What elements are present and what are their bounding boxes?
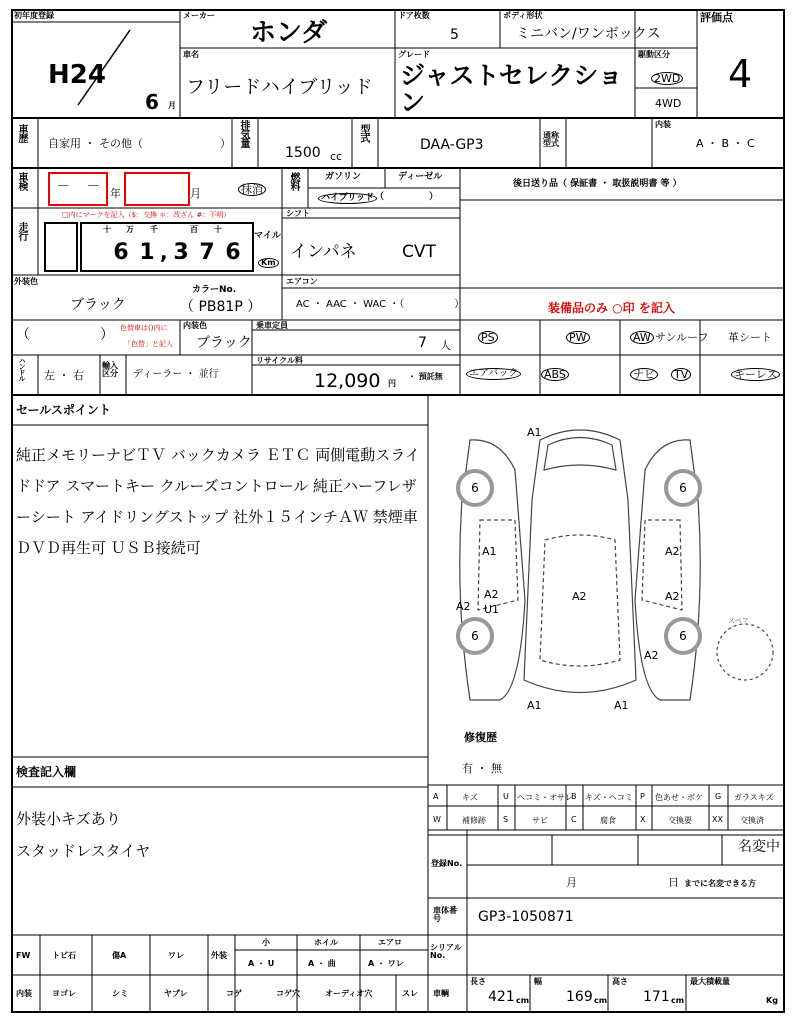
capacity-unit: 人	[440, 339, 451, 352]
odo-comma: ,	[160, 240, 168, 264]
tire-rear-right: 6	[664, 617, 702, 655]
history-label: 車歴	[16, 124, 27, 142]
small-label: 小	[262, 938, 270, 947]
interior-color: ブラック	[196, 335, 252, 351]
odo-unit-4: 十	[214, 225, 222, 234]
int-item-0: ヨゴレ	[52, 989, 76, 998]
tire-front-left: 6	[456, 469, 494, 507]
legend-desc: サビ	[532, 816, 548, 825]
spare-label: スペア	[728, 617, 749, 625]
reg-month: 6	[145, 90, 159, 114]
car-name-label: 車名	[183, 50, 199, 59]
equip-navi: ナビ	[630, 368, 658, 381]
transmission: CVT	[402, 242, 436, 262]
odo-unit-3: 百	[190, 225, 198, 234]
registration-day-unit: 日	[668, 876, 679, 889]
tire-front-right: 6	[664, 469, 702, 507]
equip-aw: AW	[630, 331, 654, 344]
color-change-note: 色替車は()内に	[120, 324, 168, 332]
equip-pw: PW	[566, 331, 590, 344]
odo-digit-1: 1	[139, 240, 155, 265]
legend-code: C	[571, 815, 577, 824]
legend-desc: ガラスキズ	[734, 793, 774, 802]
capacity: 7	[418, 335, 427, 351]
reg-month-unit: 月	[168, 101, 176, 110]
legend-desc: キズ	[462, 793, 478, 802]
fuel-label: 燃料	[288, 172, 299, 190]
ext-label: 外装	[211, 951, 227, 960]
chassis-number: GP3-1050871	[478, 909, 574, 925]
legend-desc: 補修跡	[462, 816, 486, 825]
height-label: 高さ	[612, 977, 628, 986]
capacity-label: 乗車定員	[256, 321, 288, 330]
maker: ホンダ	[250, 18, 327, 48]
score-label: 評価点	[700, 11, 733, 24]
legend-desc: 腐食	[600, 816, 616, 825]
exterior-color: ブラック	[70, 297, 126, 313]
registration-deadline: までに名変できる方	[684, 879, 756, 888]
sales-title: セールスポイント	[16, 403, 111, 417]
inspection-year-unit: 年	[110, 187, 121, 200]
equip-tv: TV	[671, 368, 691, 381]
mileage-mark-box	[44, 222, 78, 272]
width: 169	[566, 989, 593, 1005]
model-label: 型式	[358, 124, 369, 142]
aero-val: A ・ ワレ	[368, 959, 404, 968]
repair-label: 修復歴	[464, 731, 497, 744]
height-unit: cm	[671, 996, 685, 1005]
grade: ジャストセレクション	[400, 61, 623, 117]
damage-mark-7: A2	[484, 588, 499, 601]
odo-digit-2: 3	[173, 240, 189, 265]
sales-text: 純正メモリーナビＴＶ バックカメラ ＥＴＣ 両側電動スライドドア スマートキー クルーズコントロール 純正ハーフレザーシート アイドリングストップ 社外１５インチＡＷ 禁煙車 ＤＶＤ再生可 ＵＳＢ接続可	[16, 446, 420, 557]
legend-code: G	[715, 792, 722, 801]
fuel-hybrid: ハイブリッド	[318, 193, 377, 204]
equip-leather: 革シート	[728, 331, 772, 344]
doors-label: ドア枚数	[398, 11, 430, 20]
interior-color-label: 内装色	[183, 321, 207, 330]
legend-desc: キズ・ヘコミ	[585, 793, 633, 802]
fw-label: FW	[16, 951, 31, 960]
drive-2wd: 2WD	[651, 72, 683, 85]
damage-mark-9: A1	[527, 699, 542, 712]
legend-desc: 色あせ・ボケ	[655, 793, 703, 802]
name-change: 名変中	[738, 839, 780, 855]
wheel-val: A ・ 曲	[308, 959, 336, 968]
fuel-hybrid-paren: （ ）	[375, 192, 439, 202]
damage-mark-2: A2	[665, 545, 680, 558]
displacement-label: 排気量	[238, 120, 249, 147]
recycle-fee: 12,090	[314, 370, 381, 392]
inspection-line-0: 外装小キズあり	[16, 810, 121, 828]
length: 421	[488, 989, 515, 1005]
handle: 左 ・ 右	[44, 369, 84, 382]
mileage-label: 走行	[16, 222, 27, 240]
grade-label: グレード	[398, 50, 430, 59]
fuel-gasoline: ガソリン	[325, 172, 362, 182]
equip-airbag: エアバック	[466, 368, 521, 380]
int-label: 内装	[16, 989, 32, 998]
length-label: 長さ	[470, 977, 486, 986]
equip-abs: ABS	[541, 368, 569, 381]
equip-title: 装備品のみ ○印 を記入	[548, 301, 675, 315]
mile-label: マイル	[254, 231, 281, 241]
legend-code: A	[433, 792, 439, 801]
inspection-month-box	[124, 172, 190, 206]
shift-label: シフト	[286, 209, 310, 218]
legend-code: P	[640, 792, 645, 801]
equip-keyless: キーレス	[731, 368, 780, 381]
car-outline	[460, 430, 773, 700]
legend-code: W	[433, 815, 441, 824]
inspection-label: 車検	[16, 172, 27, 190]
displacement-unit: cc	[330, 150, 343, 163]
displacement: 1500	[285, 145, 321, 161]
int-item-3: コゲ	[226, 989, 242, 998]
aero-label: エアロ	[378, 938, 402, 947]
registration-month-unit: 月	[566, 876, 577, 889]
damage-mark-10: A1	[614, 699, 629, 712]
legend-code: B	[571, 792, 577, 801]
fw-item-2: ワレ	[168, 951, 184, 960]
legend-code: S	[503, 815, 509, 824]
odo-unit-0: 十	[103, 225, 111, 234]
dims-label: 車輌	[433, 989, 449, 998]
inspection-dashes: － －	[56, 179, 107, 195]
car-name: フリードハイブリッド	[186, 76, 373, 98]
odo-digit-4: 6	[225, 240, 241, 265]
legend-desc: ヘコミ・オサレ	[517, 793, 573, 802]
damage-mark-8: A2	[644, 649, 659, 662]
load-unit: Kg	[766, 996, 778, 1005]
drive-4wd: 4WD	[655, 97, 682, 110]
inspection-month-unit: 月	[190, 187, 201, 200]
aircon: AC ・ AAC ・ WAC ・（ ）	[296, 299, 465, 310]
wheel-label: ホイル	[314, 938, 338, 947]
color-change-paren: （ ）	[16, 327, 114, 343]
interior-grade: A ・ B ・ C	[696, 137, 755, 150]
exterior-color-label: 外装色	[14, 277, 38, 286]
fw-item-0: トビ石	[52, 951, 76, 960]
color-no-label: カラーNo.	[192, 285, 237, 295]
color-no: （ PB81P ）	[180, 299, 262, 315]
int-item-5: オーディオ穴	[325, 989, 373, 998]
registration-label: 登録No.	[431, 859, 463, 868]
load-label: 最大積載量	[690, 977, 730, 986]
odo-digit-0: 6	[113, 240, 129, 265]
chassis-label: 車体番号	[433, 906, 457, 923]
expired-mark: 抹消	[238, 183, 266, 196]
history: 自家用 ・ その他（ ）	[48, 137, 231, 150]
damage-mark-3: A2	[572, 590, 587, 603]
body-type: ミニバン/ワンボックス	[516, 26, 661, 42]
common-model-label: 通称型式	[543, 131, 559, 148]
inspection-line-1: スタッドレスタイヤ	[16, 842, 151, 860]
doors: 5	[450, 27, 459, 43]
equip-ps: PS	[478, 331, 498, 344]
reg-year: H24	[48, 60, 106, 90]
equip-sunroof: サンルーフ	[655, 331, 709, 344]
legend-desc: 交換要	[668, 816, 692, 825]
body-label: ボディ形状	[503, 11, 543, 20]
int-item-2: ヤブレ	[164, 989, 188, 998]
odo-unit-1: 万	[126, 225, 134, 234]
damage-mark-6: U1	[484, 603, 500, 616]
height: 171	[643, 989, 670, 1005]
width-unit: cm	[594, 996, 608, 1005]
model: DAA-GP3	[420, 137, 484, 153]
import: ディーラー ・ 並行	[133, 369, 219, 380]
score: 4	[728, 52, 753, 96]
serial-label: シリアルNo.	[430, 943, 462, 960]
small-val: A ・ U	[248, 959, 275, 968]
damage-mark-4: A2	[665, 590, 680, 603]
damage-mark-1: A1	[482, 545, 497, 558]
length-unit: cm	[516, 996, 530, 1005]
tire-rear-left: 6	[456, 617, 494, 655]
shift: インパネ	[290, 242, 357, 262]
fuel-diesel: ディーゼル	[398, 172, 443, 182]
interior-label: 内装	[655, 120, 671, 129]
damage-mark-5: A2	[456, 600, 471, 613]
width-label: 幅	[534, 977, 542, 986]
repair-value: 有 ・ 無	[462, 762, 502, 775]
odo-digit-3: 7	[199, 240, 215, 265]
inspection-title: 検査記入欄	[16, 765, 77, 779]
handle-label: ハンドル	[18, 357, 26, 381]
docs-title: 後日送り品（ 保証書 ・ 取扱説明書 等 ）	[513, 179, 682, 189]
import-label: 輸入区分	[102, 361, 118, 378]
km-label: Km	[258, 258, 279, 268]
color-change-note2: 「色替」と記入	[124, 340, 173, 348]
legend-code: X	[640, 815, 646, 824]
mileage-note: □内にマークを記入（$：交換 ＊：改ざん #：不明）	[62, 211, 231, 219]
aircon-label: エアコン	[286, 277, 318, 286]
damage-mark-0: A1	[527, 426, 542, 439]
int-item-6: スレ	[402, 989, 418, 998]
drive-label: 駆動区分	[638, 50, 670, 59]
recycle-label: リサイクル料	[256, 356, 303, 365]
int-item-4: コゲ穴	[276, 989, 300, 998]
fw-item-1: 傷A	[112, 951, 127, 960]
legend-code: XX	[712, 815, 723, 824]
recycle-unit: 円	[388, 379, 396, 388]
first-reg-label: 初年度登録	[14, 11, 54, 20]
legend-code: U	[503, 792, 509, 801]
maker-label: メーカー	[183, 11, 215, 20]
deposit: ・ 預託無	[408, 372, 443, 381]
odo-unit-2: 千	[150, 225, 158, 234]
int-item-1: シミ	[112, 989, 128, 998]
legend-desc: 交換済	[740, 816, 764, 825]
